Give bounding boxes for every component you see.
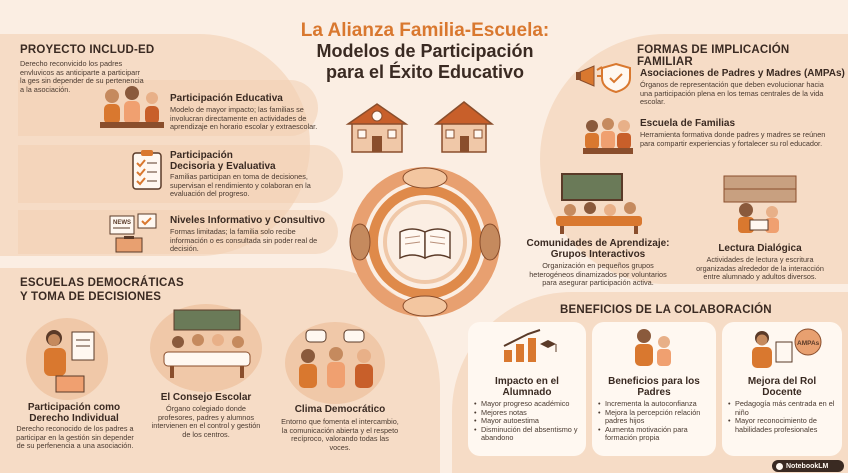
list-item: • Incrementa la autoconfianza bbox=[598, 400, 714, 409]
benefit-docente-title: Mejora del Rol Docente bbox=[747, 376, 817, 398]
megaphone-shield-icon bbox=[576, 60, 636, 96]
item-lectura-dialogica-text: Actividades de lectura y escritura organizadas alrededor de la interacción entre alumnado y adultos diversos. bbox=[696, 255, 824, 282]
includ-ed-intro: Derecho reconvicido los padres envluvicos as anticiparte a participarr la ges sin depender de su pertenencia a la asociación. bbox=[20, 59, 144, 94]
benefit-padres-title: Beneficios para los Padres bbox=[608, 376, 700, 398]
item-consejo-escolar-text: Órgano colegiado donde profesores, padres y alumnos intervienen en el control y gestión de los centros. bbox=[151, 404, 261, 439]
house-icon bbox=[436, 102, 492, 152]
item-participacion-educativa-title: Participación Educativa bbox=[170, 93, 283, 104]
includ-ed-heading: PROYECTO INCLUD-ED bbox=[20, 44, 155, 56]
svg-text:NEWS: NEWS bbox=[113, 220, 131, 226]
item-lectura-dialogica-title: Lectura Dialógica bbox=[718, 243, 802, 254]
school-icon bbox=[348, 104, 406, 152]
list-item: • Mejora la percepción relación padres hijos bbox=[598, 409, 714, 426]
item-niveles-text: Formas limitadas; la familia solo recibe información o es consultada sin poder real de decisión. bbox=[170, 227, 318, 254]
benefit-alumnado-title: Impacto en el Alumnado bbox=[495, 376, 559, 398]
dialogic-reading-icon bbox=[720, 174, 800, 236]
item-grupos-interactivos-title: Comunidades de Aprendizaje: Grupos Interactivos bbox=[526, 238, 670, 260]
title-line-2: Modelos de Participación bbox=[316, 41, 534, 61]
dialogue-group-icon bbox=[292, 328, 380, 398]
book-icon bbox=[400, 229, 450, 258]
list-item: • Mayor progreso académico bbox=[474, 400, 584, 409]
item-decisoria-text: Familias participan en toma de decisiones, supervisan el rendimiento y colaboran en la evaluación del progreso. bbox=[170, 172, 311, 199]
brand-badge[interactable] bbox=[772, 460, 844, 472]
item-escuela-familias-title: Escuela de Familias bbox=[640, 118, 736, 129]
item-derecho-individual-text: Derecho reconocido de los padres a participar en la gestión sin depender de su perfenencia a una asociación. bbox=[16, 424, 134, 451]
benefit-padres-list bbox=[598, 400, 714, 443]
item-escuela-familias-text: Herramienta formativa donde padres y madres se reúnen para compartir experiencias y fortalecer su rol educador. bbox=[640, 130, 826, 148]
item-grupos-interactivos-text: Organización en pequeños grupos heterogéneos dinamizados por voluntarios para asegurar participación activa. bbox=[529, 261, 667, 288]
item-decisoria-title: Participación Decisoria y Evaluativa bbox=[170, 150, 276, 172]
page-title bbox=[260, 20, 590, 83]
item-consejo-escolar-title: El Consejo Escolar bbox=[160, 392, 252, 403]
family-group-icon bbox=[98, 84, 166, 132]
list-item: • Mayor autoestima bbox=[474, 417, 584, 426]
list-item: • Disminución del absentismo y abandono bbox=[474, 426, 584, 443]
escuelas-heading bbox=[20, 276, 184, 304]
formas-heading: FORMAS DE IMPLICACIÓN FAMILIAR bbox=[637, 44, 790, 68]
item-niveles-title: Niveles Informativo y Consultivo bbox=[170, 215, 326, 226]
item-ampas-text: Órganos de representación que deben evolucionar hacia una participación plena en los temas centrales de la vida escolar. bbox=[640, 80, 824, 107]
item-clima-democratico-title: Clima Democrático bbox=[294, 404, 386, 415]
list-item: • Pedagogía más centrada en el niño bbox=[728, 400, 840, 417]
checklist-icon bbox=[130, 150, 164, 192]
item-participacion-educativa-text: Modelo de mayor impacto; las familias se involucran directamente en actividades de aprendizaje en horario escolar y extraescolar. bbox=[170, 105, 318, 132]
voter-icon bbox=[34, 324, 100, 394]
item-clima-democratico-text: Entorno que fomenta el intercambio, la comunicación abierta y el respeto recíproco, valorando todas las voces. bbox=[281, 417, 399, 452]
brand-label: NotebookLM bbox=[786, 462, 829, 470]
item-derecho-individual-title: Participación como Derecho Individual bbox=[27, 402, 121, 424]
list-item: • Mejores notas bbox=[474, 409, 584, 418]
title-line-3: para el Éxito Educativo bbox=[325, 62, 525, 82]
center-illustration bbox=[330, 92, 520, 324]
news-ballot-icon bbox=[108, 212, 166, 254]
benefit-alumnado-list bbox=[474, 400, 584, 443]
title-line-1: La Alianza Familia-Escuela: bbox=[300, 20, 550, 41]
list-item: • Aumenta motivación para formación propia bbox=[598, 426, 714, 443]
family-meeting-icon bbox=[580, 116, 636, 160]
benefit-docente-list bbox=[728, 400, 840, 434]
list-item: • Mayor reconocimiento de habilidades profesionales bbox=[728, 417, 840, 434]
school-council-icon bbox=[160, 308, 254, 380]
interactive-groups-icon bbox=[548, 172, 648, 236]
beneficios-heading: BENEFICIOS DE LA COLABORACIÓN bbox=[560, 304, 772, 316]
escuelas-heading-line-1: ESCUELAS DEMOCRÁTICAS bbox=[20, 277, 184, 289]
item-ampas-title: Asociaciones de Padres y Madres (AMPAs) bbox=[640, 68, 845, 79]
growth-chart-icon bbox=[500, 328, 560, 364]
brand-icon bbox=[776, 463, 783, 470]
parent-child-icon bbox=[626, 326, 682, 368]
escuelas-heading-line-2: Y TOMA DE DECISIONES bbox=[20, 291, 162, 303]
teacher-badge-icon bbox=[740, 326, 824, 370]
svg-text:AMPAs: AMPAs bbox=[797, 340, 820, 347]
